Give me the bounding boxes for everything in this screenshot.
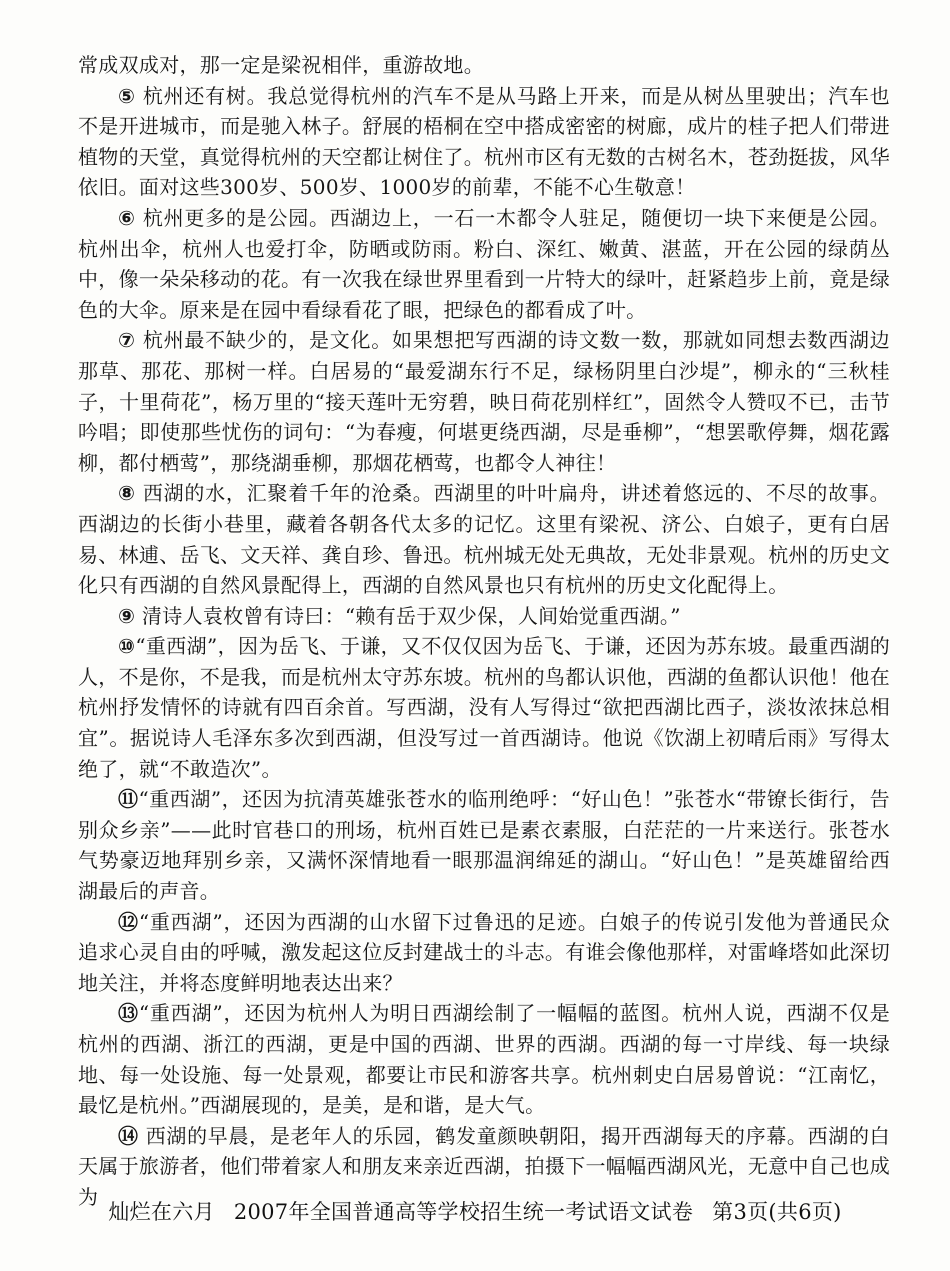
paragraph-8 xyxy=(78,478,890,600)
paragraph-continued xyxy=(78,50,890,81)
paragraph-number: ⑩ xyxy=(118,634,136,659)
paragraph-text: 杭州还有树。我总觉得杭州的汽车不是从马路上开来，而是从树丛里驶出；汽车也不是开进城市，而是驰入林子。舒展的梧桐在空中搭成密密的树廊，成片的桂子把人们带进植物的天堂，真觉得杭州的天空都让树住了。杭州市区有无数的古树名木，苍劲挺拔，风华依旧。面对这些300岁、500岁、1000岁的前辈，不能不心生敬意！ xyxy=(78,83,890,200)
paragraph-number: ⑨ xyxy=(118,603,136,628)
paragraph-number: ⑫ xyxy=(118,909,139,934)
paragraph-7 xyxy=(78,325,890,478)
paragraph-text: 杭州更多的是公园。西湖边上，一石一木都令人驻足，随便切一块下来便是公园。杭州出伞，杭州人也爱打伞，防晒或防雨。粉白、深红、嫩黄、湛蓝，开在公园的绿荫丛中，像一朵朵移动的花。有一次我在绿世界里看到一片特大的绿叶，赶紧趋步上前，竟是绿色的大伞。原来是在园中看绿看花了眼，把绿色的都看成了叶。 xyxy=(78,205,890,322)
paragraph-text: 常成双成对，那一定是梁祝相伴，重游故地。 xyxy=(78,53,484,77)
paragraph-13 xyxy=(78,998,890,1120)
paragraph-number: ⑬ xyxy=(118,1001,139,1026)
paragraph-number: ⑭ xyxy=(118,1123,139,1148)
paragraph-text: “重西湖”，还因为抗清英雄张苍水的临刑绝呼：“好山色！”张苍水“带镣长街行，告别众乡亲”——此时官巷口的刑场，杭州百姓已是素衣素服，白茫茫的一片来送行。张苍水气势豪迈地拜别乡亲，又满怀深情地看一眼那温润绵延的湖山。“好山色！”是英雄留给西湖最后的声音。 xyxy=(78,787,890,904)
paragraph-12 xyxy=(78,907,890,999)
paragraph-text: 杭州最不缺少的，是文化。如果想把写西湖的诗文数一数，那就如同想去数西湖边那草、那花、那树一样。白居易的“最爱湖东行不足，绿杨阴里白沙堤”，柳永的“三秋桂子，十里荷花”，杨万里的“接天莲叶无穷碧，映日荷花别样红”，固然令人赞叹不已，击节吟唱；即使那些忧伤的词句：“为春瘦，何堪更绕西湖，尽是垂柳”，“想罢歌停舞，烟花露柳，都付栖莺”，那绕湖垂柳，那烟花栖莺，也都令人神往！ xyxy=(78,328,890,475)
paragraph-text: “重西湖”，还因为西湖的山水留下过鲁迅的足迹。白娘子的传说引发他为普通民众追求心灵自由的呼喊，激发起这位反封建战士的斗志。有谁会像他那样，对雷峰塔如此深切地关注，并将态度鲜明地表达出来？ xyxy=(78,909,890,995)
footer-page-number: 第3页(共6页) xyxy=(712,1200,842,1224)
paragraph-6 xyxy=(78,203,890,325)
paragraph-number: ⑥ xyxy=(118,205,136,230)
paragraph-text: 西湖的水，汇聚着千年的沧桑。西湖里的叶叶扁舟，讲述着悠远的、不尽的故事。西湖边的长街小巷里，藏着各朝各代太多的记忆。这里有梁祝、济公、白娘子，更有白居易、林逋、岳飞、文天祥、龚自珍、鲁迅。杭州城无处无典故，无处非景观。杭州的历史文化只有西湖的自然风景配得上，西湖的自然风景也只有杭州的历史文化配得上。 xyxy=(78,481,890,598)
page-footer xyxy=(0,1196,950,1226)
paragraph-number: ⑪ xyxy=(118,787,139,812)
paragraph-text: “重西湖”，因为岳飞、于谦，又不仅仅因为岳飞、于谦，还因为苏东坡。最重西湖的人，不是你，不是我，而是杭州太守苏东坡。杭州的鸟都认识他，西湖的鱼都认识他！他在杭州抒发情怀的诗就有四百余首。写西湖，没有人写得过“欲把西湖比西子，淡妆浓抹总相宜”。据说诗人毛泽东多次到西湖，但没写过一首西湖诗。他说《饮湖上初晴后雨》写得太绝了，就“不敢造次”。 xyxy=(78,634,890,781)
paragraph-number: ⑧ xyxy=(118,481,136,506)
paragraph-9 xyxy=(78,601,890,632)
paragraph-10 xyxy=(78,631,890,784)
paragraph-text: “重西湖”，还因为杭州人为明日西湖绘制了一幅幅的蓝图。杭州人说，西湖不仅是杭州的西湖、浙江的西湖，更是中国的西湖、世界的西湖。西湖的每一寸岸线、每一块绿地、每一处设施、每一处景观，都要让市民和游客共享。杭州刺史白居易曾说：“江南忆，最忆是杭州。”西湖展现的，是美，是和谐，是大气。 xyxy=(78,1001,890,1118)
paragraph-number: ⑤ xyxy=(118,83,136,108)
paragraph-5 xyxy=(78,81,890,203)
paragraph-text: 清诗人袁枚曾有诗曰：“赖有岳于双少保，人间始觉重西湖。” xyxy=(141,603,681,628)
article-body xyxy=(78,50,890,1213)
paragraph-11 xyxy=(78,784,890,906)
footer-slogan: 灿烂在六月 xyxy=(108,1200,215,1224)
paragraph-number: ⑦ xyxy=(118,328,136,353)
paragraph-text: 西湖的早晨，是老年人的乐园，鹤发童颜映朝阳，揭开西湖每天的序幕。西湖的白天属于旅游者，他们带着家人和朋友来亲近西湖，拍摄下一幅幅西湖风光，无意中自己也成为 xyxy=(78,1123,890,1209)
footer-exam-title: 2007年全国普通高等学校招生统一考试语文试卷 xyxy=(233,1200,694,1224)
